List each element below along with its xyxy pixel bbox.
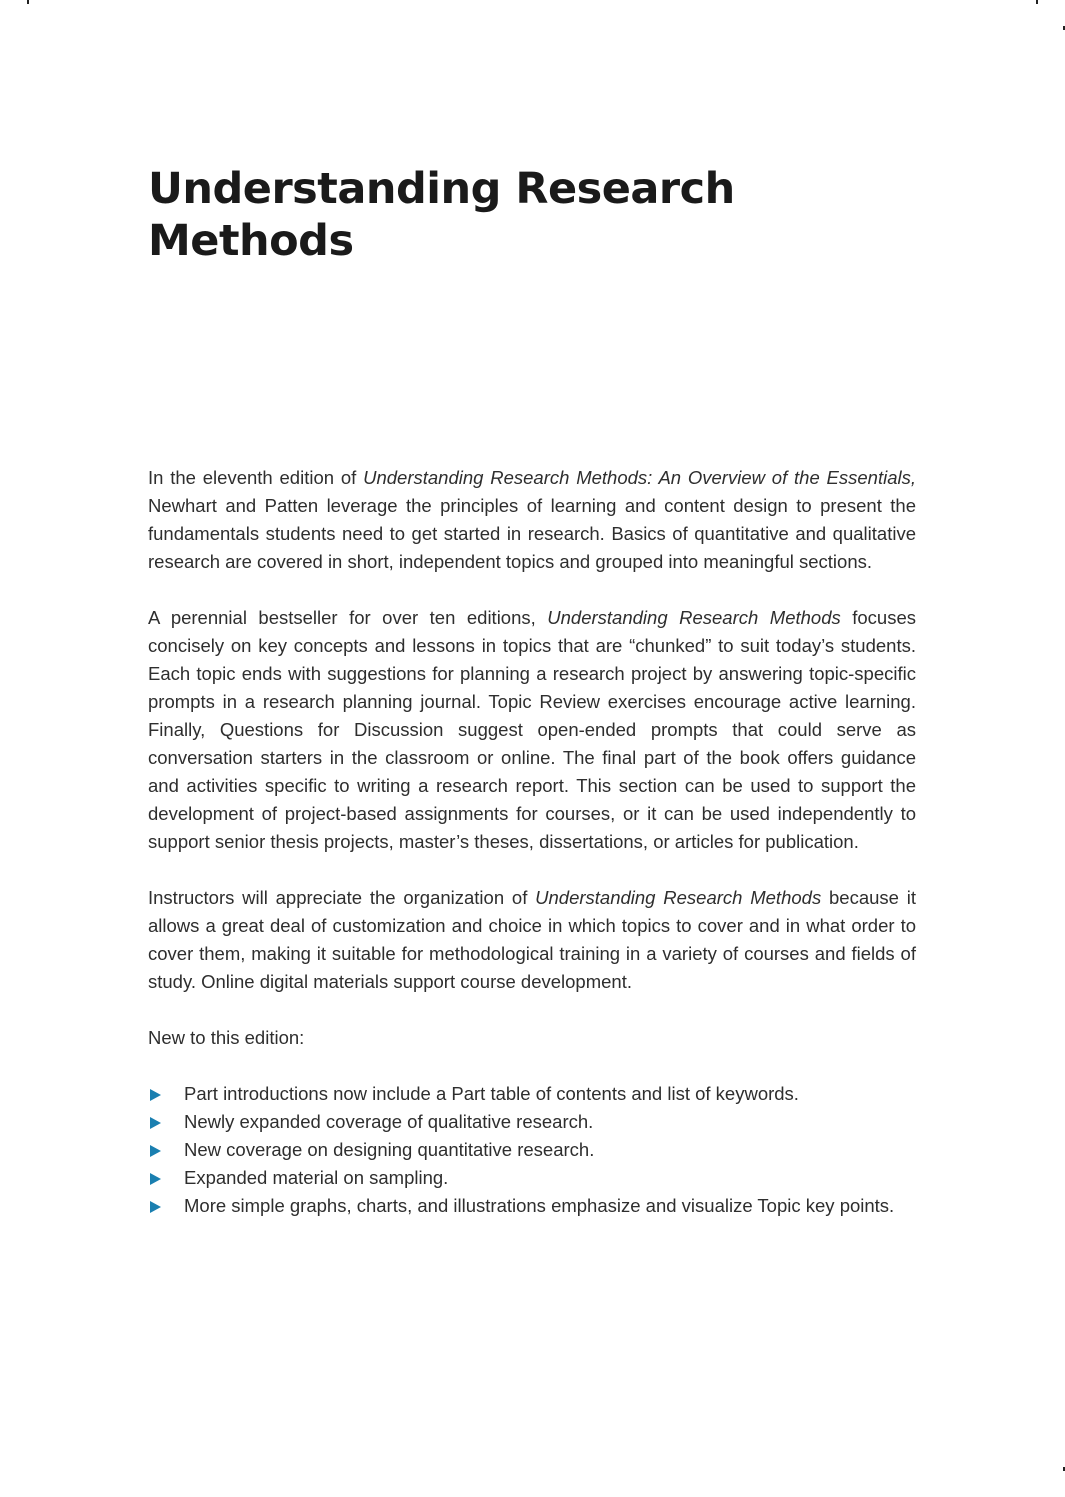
list-item-text: Expanded material on sampling. bbox=[184, 1167, 449, 1188]
text-segment: because it allows a great deal of customization and choice in which topics to cover and in what order to cover them, making it suitable for methodological training in a variety of courses and fields of study. Online digital materials support course development. bbox=[148, 887, 916, 992]
text-segment: In the eleventh edition of bbox=[148, 467, 364, 488]
crop-mark bbox=[27, 0, 29, 4]
list-item-text: New coverage on designing quantitative research. bbox=[184, 1139, 595, 1160]
paragraph-bestseller bbox=[148, 604, 916, 856]
title-line-1: Understanding Research bbox=[148, 164, 735, 214]
text-segment: New to this edition: bbox=[148, 1027, 305, 1048]
triangle-bullet-icon bbox=[150, 1173, 161, 1185]
book-title-italic: Understanding Research Methods bbox=[535, 887, 822, 908]
list-item bbox=[148, 1108, 916, 1136]
triangle-bullet-icon bbox=[150, 1201, 161, 1213]
triangle-bullet-icon bbox=[150, 1145, 161, 1157]
page-title bbox=[148, 163, 735, 267]
list-item bbox=[148, 1136, 916, 1164]
new-features-list bbox=[148, 1080, 916, 1220]
triangle-bullet-icon bbox=[150, 1117, 161, 1129]
book-title-italic: Understanding Research Methods: An Overview of the Essentials, bbox=[363, 467, 917, 488]
text-segment: Newhart and Patten leverage the principles of learning and content design to present the fundamentals students need to get started in research. Basics of quantitative and qualitative research are covered in short, independent topics and grouped into meaningful sections. bbox=[148, 495, 916, 572]
crop-mark bbox=[1036, 0, 1038, 4]
paragraph-intro bbox=[148, 464, 916, 576]
list-item bbox=[148, 1164, 916, 1192]
text-segment: focuses concisely on key concepts and lessons in topics that are “chunked” to suit today’s students. Each topic ends with suggestions for planning a research project by answering topic-specific prompts in a research planning journal. Topic Review exercises encourage active learning. Finally, Questions for Discussion suggest open-ended prompts that could serve as conversation starters in the classroom or online. The final part of the book offers guidance and activities specific to writing a research report. This section can be used to support the development of project-based assignments for courses, or it can be used independently to support senior thesis projects, master’s theses, dissertations, or articles for publication. bbox=[148, 607, 916, 852]
triangle-bullet-icon bbox=[150, 1089, 161, 1101]
list-item-text: Part introductions now include a Part table of contents and list of keywords. bbox=[184, 1083, 799, 1104]
text-segment: Instructors will appreciate the organization of bbox=[148, 887, 536, 908]
text-segment: A perennial bestseller for over ten editions, bbox=[148, 607, 548, 628]
list-item bbox=[148, 1080, 916, 1108]
list-item-text: Newly expanded coverage of qualitative research. bbox=[184, 1111, 594, 1132]
list-item-text: More simple graphs, charts, and illustrations emphasize and visualize Topic key points. bbox=[184, 1195, 895, 1216]
title-line-2: Methods bbox=[148, 216, 354, 266]
blurb-body bbox=[148, 464, 916, 1220]
list-item bbox=[148, 1192, 916, 1220]
book-title-italic: Understanding Research Methods bbox=[547, 607, 841, 628]
paragraph-new-edition-heading bbox=[148, 1024, 916, 1052]
paragraph-instructors bbox=[148, 884, 916, 996]
